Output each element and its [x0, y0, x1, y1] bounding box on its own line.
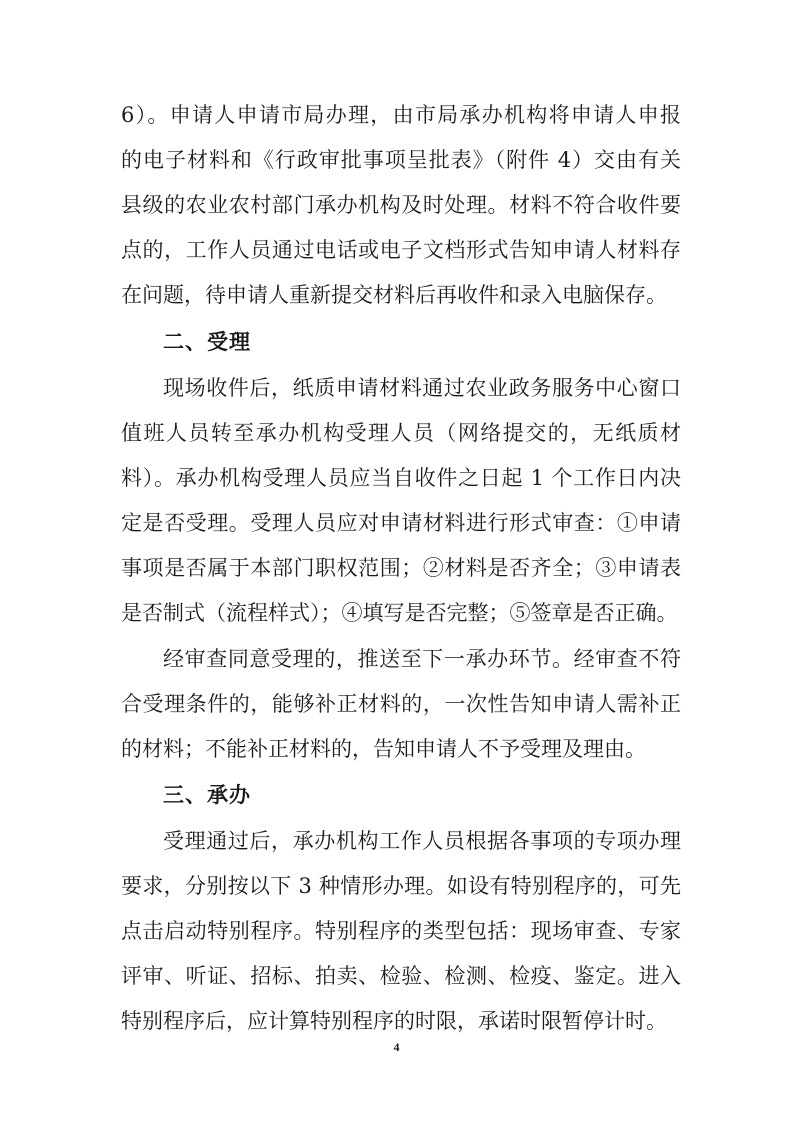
paragraph-line: 合受理条件的，能够补正材料的，一次性告知申请人需补正 — [121, 692, 681, 716]
paragraph-line: 是否制式（流程样式）；④填写是否完整；⑤签章是否正确。 — [121, 601, 678, 625]
page-number: 4 — [393, 1040, 400, 1054]
paragraph-line: 经审查同意受理的，推送至下一承办环节。经审查不符 — [163, 647, 681, 671]
section-heading: 二、受理 — [163, 329, 251, 354]
paragraph-line: 的材料；不能补正材料的，告知申请人不予受理及理由。 — [121, 737, 646, 761]
paragraph-line: 受理通过后，承办机构工作人员根据各事项的专项办理 — [163, 829, 681, 853]
paragraph-line: 料）。承办机构受理人员应当自收件之日起 1 个工作日内决 — [121, 466, 681, 490]
paragraph-line: 要求，分别按以下 3 种情形办理。如设有特别程序的，可先 — [121, 874, 681, 898]
section-heading: 三、承办 — [163, 782, 251, 807]
paragraph-line: 的电子材料和《行政审批事项呈批表》（附件 4）交由有关 — [121, 148, 681, 172]
paragraph-line: 事项是否属于本部门职权范围；②材料是否齐全；③申请表 — [121, 556, 681, 580]
paragraph-line: 特别程序后，应计算特别程序的时限，承诺时限暂停计时。 — [121, 1009, 667, 1033]
paragraph-line: 值班人员转至承办机构受理人员（网络提交的，无纸质材 — [121, 421, 681, 445]
paragraph-line: 点的，工作人员通过电话或电子文档形式告知申请人材料存 — [121, 238, 681, 262]
paragraph-line: 定是否受理。受理人员应对申请材料进行形式审查：①申请 — [121, 511, 681, 535]
paragraph-line: 县级的农业农村部门承办机构及时处理。材料不符合收件要 — [121, 193, 681, 217]
paragraph-line: 6）。申请人申请市局办理，由市局承办机构将申请人申报 — [121, 103, 681, 127]
paragraph-line: 在问题，待申请人重新提交材料后再收件和录入电脑保存。 — [121, 283, 667, 307]
paragraph-line: 现场收件后，纸质申请材料通过农业政务服务中心窗口 — [163, 376, 681, 400]
paragraph-line: 评审、听证、招标、拍卖、检验、检测、检疫、鉴定。进入 — [121, 964, 681, 988]
paragraph-line: 点击启动特别程序。特别程序的类型包括：现场审查、专家 — [121, 919, 681, 943]
